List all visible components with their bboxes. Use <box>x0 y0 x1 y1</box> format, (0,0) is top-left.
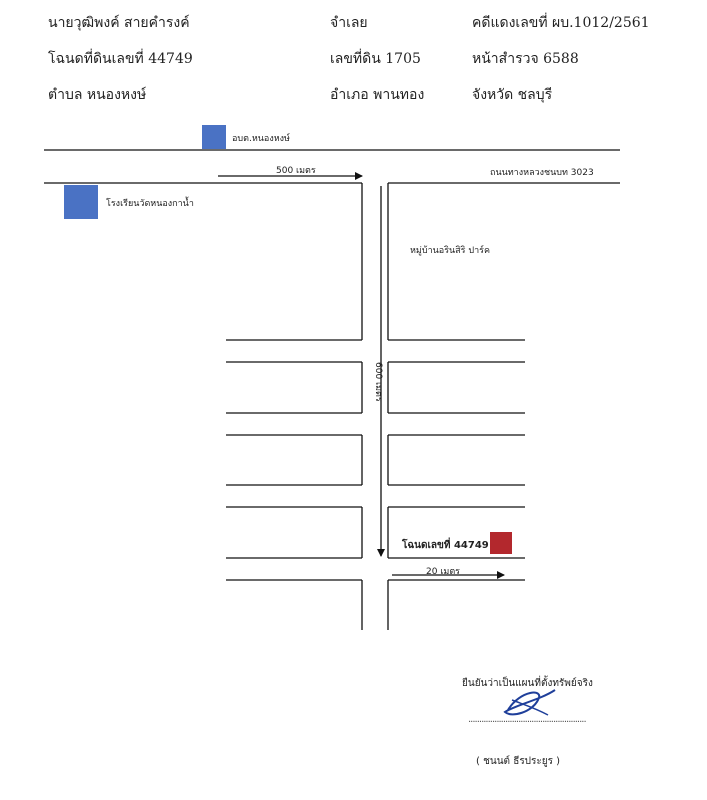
deed-marker-label: โฉนดเลขที่ 44749 <box>402 540 489 551</box>
distance-500-label: 500 เมตร <box>276 166 316 176</box>
deed-number: โฉนดที่ดินเลขที่ 44749 <box>48 51 193 67</box>
land-number: เลขที่ดิน 1705 <box>330 51 421 67</box>
certify-text: ยืนยันว่าเป็นแผนที่ตั้งทรัพย์จริง <box>462 678 593 689</box>
school-marker-icon <box>64 185 98 219</box>
signature-scribble <box>505 690 555 714</box>
case-number: คดีแดงเลขที่ ผบ.1012/2561 <box>472 15 650 31</box>
subdistrict: ตำบล หนองหงษ์ <box>48 87 147 103</box>
province: จังหวัด ชลบุรี <box>472 87 553 103</box>
obt-label: อบต.หนองหงษ์ <box>232 134 290 144</box>
distance-20-label: 20 เมตร <box>426 567 461 577</box>
school-label: โรงเรียนวัดหนองกาน้ำ <box>106 199 194 209</box>
survey-page: หน้าสำรวจ 6588 <box>472 51 579 67</box>
district: อำเภอ พานทอง <box>330 87 425 103</box>
signer-name: ( ชนนต์ ธีรประยูร ) <box>476 756 561 767</box>
defendant-label: จำเลย <box>330 15 368 31</box>
highway-label: ถนนทางหลวงชนบท 3023 <box>490 168 594 178</box>
village-label: หมู่บ้านอรินสิริ ปาร์ค <box>410 246 490 256</box>
owner-name: นายวุฒิพงค์ สายคำรงค์ <box>48 15 190 31</box>
distance-600-label: 600 เมตร <box>373 362 383 402</box>
obt-marker-icon <box>202 125 226 149</box>
target-plot-marker-icon <box>490 532 512 554</box>
signature-line: ...................................................... <box>468 714 586 725</box>
